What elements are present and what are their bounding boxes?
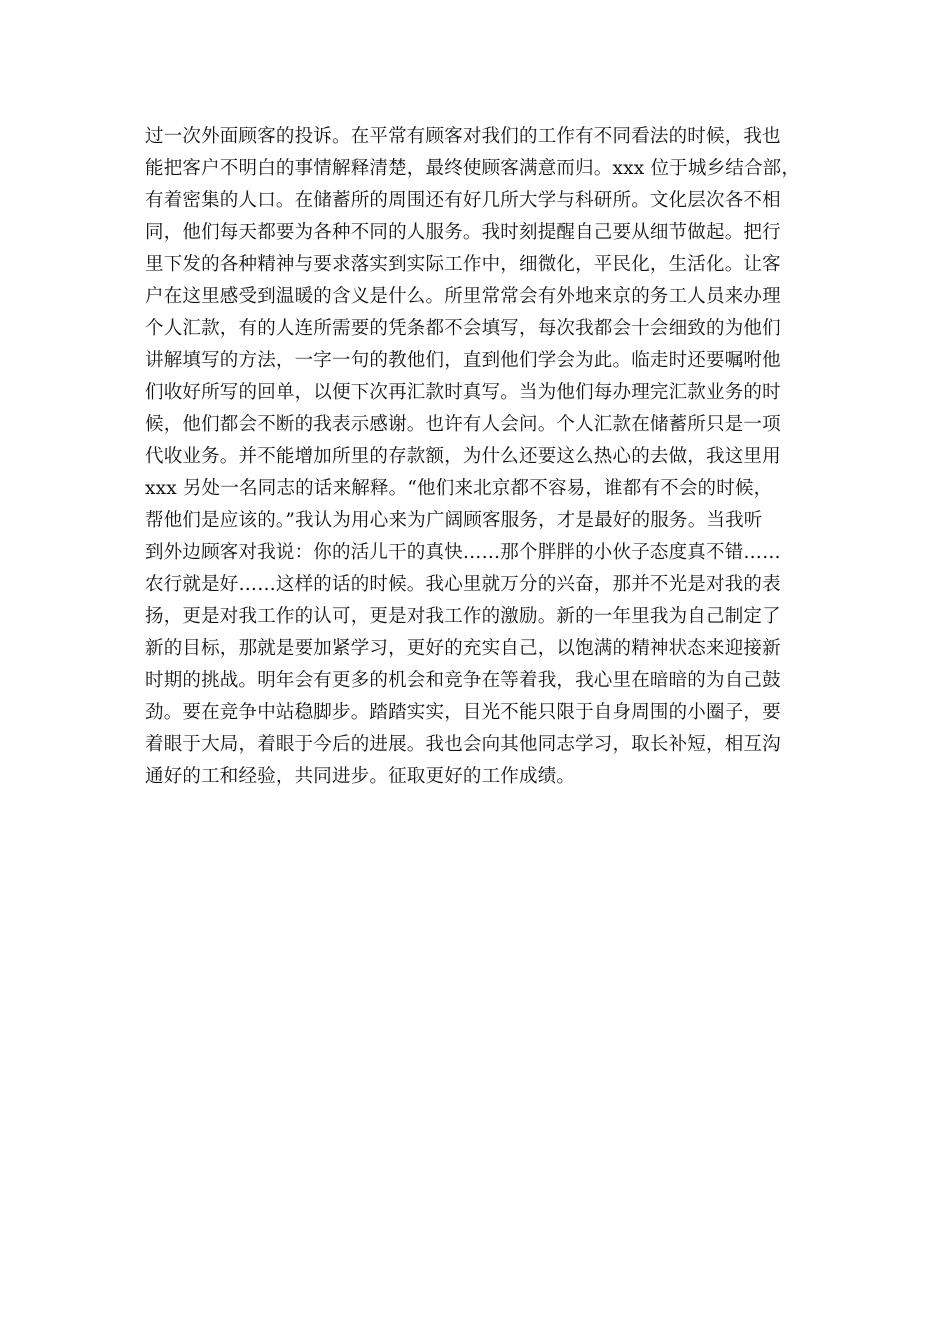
text-line: 时期的挑战。明年会有更多的机会和竞争在等着我，我心里在暗暗的为自己鼓 — [145, 670, 781, 691]
text-line: 讲解填写的方法，一字一句的教他们，直到他们学会为此。临走时还要嘱咐他 — [145, 350, 781, 371]
text-line: 到外边顾客对我说：你的活儿干的真快……那个胖胖的小伙子态度真不错…… — [145, 542, 781, 563]
text-line: 新的目标，那就是要加紧学习，更好的充实自己，以饱满的精神状态来迎接新 — [145, 638, 781, 659]
text-line: 帮他们是应该的。”我认为用心来为广阔顾客服务，才是最好的服务。当我听 — [145, 510, 763, 531]
text-line: 劲。要在竞争中站稳脚步。踏踏实实，目光不能只限于自身周围的小圈子，要 — [145, 702, 781, 723]
text-line: 农行就是好……这样的话的时候。我心里就万分的兴奋，那并不光是对我的表 — [145, 574, 781, 595]
text-line: 里下发的各种精神与要求落实到实际工作中，细微化，平民化，生活化。让客 — [145, 254, 781, 275]
text-line: xxx 另处一名同志的话来解释。“他们来北京都不容易，谁都有不会的时候， — [145, 478, 773, 499]
text-line: 着眼于大局，着眼于今后的进展。我也会向其他同志学习，取长补短，相互沟 — [145, 734, 781, 755]
text-line: 们收好所写的回单，以便下次再汇款时真写。当为他们每办理完汇款业务的时 — [145, 382, 781, 403]
text-line: 能把客户不明白的事情解释清楚，最终使顾客满意而归。xxx 位于城乡结合部， — [145, 158, 801, 179]
text-line: 有着密集的人口。在储蓄所的周围还有好几所大学与科研所。文化层次各不相 — [145, 190, 781, 211]
text-line: 扬，更是对我工作的认可，更是对我工作的激励。新的一年里我为自己制定了 — [145, 606, 781, 627]
text-line: 通好的工和经验，共同进步。征取更好的工作成绩。 — [145, 766, 576, 787]
text-line: 过一次外面顾客的投诉。在平常有顾客对我们的工作有不同看法的时候，我也 — [145, 126, 781, 147]
text-line: 个人汇款，有的人连所需要的凭条都不会填写，每次我都会十会细致的为他们 — [145, 318, 781, 339]
text-line: 户在这里感受到温暖的含义是什么。所里常常会有外地来京的务工人员来办理 — [145, 286, 781, 307]
text-line: 候，他们都会不断的我表示感谢。也许有人会问。个人汇款在储蓄所只是一项 — [145, 414, 781, 435]
body-text — [145, 121, 825, 793]
text-line: 代收业务。并不能增加所里的存款额，为什么还要这么热心的去做，我这里用 — [145, 446, 781, 467]
text-line: 同，他们每天都要为各种不同的人服务。我时刻提醒自己要从细节做起。把行 — [145, 222, 781, 243]
